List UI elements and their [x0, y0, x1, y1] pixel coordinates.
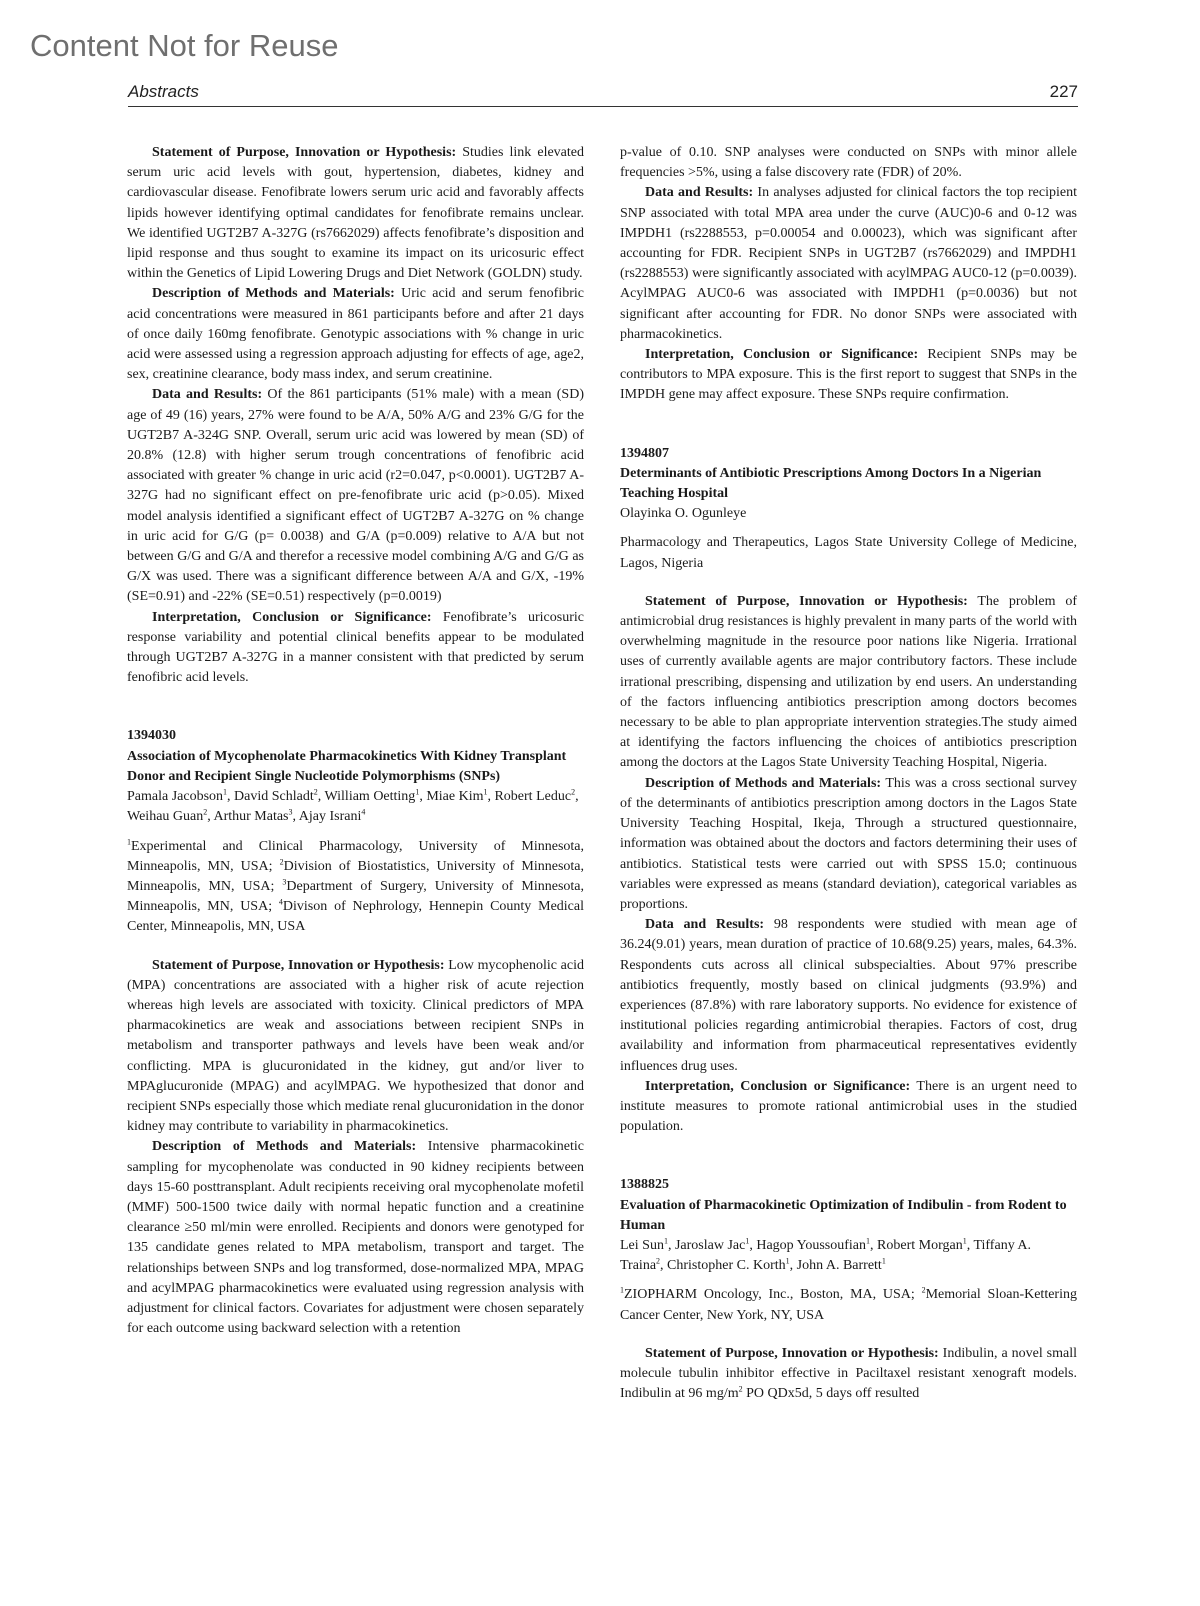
author-affiliation-mark: 1	[962, 1236, 967, 1246]
author-list: Lei Sun$^1$, Jaroslaw Jac$^1$, Hagop Youssoufian$^1$, Robert Morgan$^1$, Tiffany A. Traina$^2$, Christopher C. Korth$^1$, John A. Barrett$^1$	[620, 1236, 1032, 1274]
right-column	[620, 143, 1077, 1404]
affiliation-mark: 3	[282, 877, 287, 887]
author-list: Pamala Jacobson$^1$, David Schladt$^2$, William Oetting$^1$, Miae Kim$^1$, Robert Leduc$^2$, Weihau Guan$^2$, Arthur Matas$^3$, Ajay Israni$^4$	[127, 787, 579, 825]
paragraph	[127, 956, 584, 1138]
author-name: William Oetting	[324, 789, 416, 805]
paragraph-heading: Statement of Purpose, Innovation or Hypothesis:	[645, 1345, 939, 1361]
affiliation-text: Division of Biostatistics, University of Minnesota, Minneapolis, MN, USA;	[127, 858, 584, 894]
abstract-title: Determinants of Antibiotic Prescriptions Among Doctors In a Nigerian Teaching Hospital	[620, 465, 1042, 502]
paragraph-heading: Description of Methods and Materials:	[152, 286, 395, 302]
affiliation-text: Divison of Nephrology, Hennepin County Medical Center, Minneapolis, MN, USA	[127, 899, 584, 935]
paragraph	[127, 608, 584, 689]
paragraph-heading: Data and Results:	[152, 387, 263, 403]
author-affiliation-mark: 1	[415, 787, 420, 797]
affiliation-text: Department of Surgery, University of Minnesota, Minneapolis, MN, USA;	[127, 878, 585, 915]
page-number: 227	[1049, 82, 1078, 101]
paragraph-text: In analyses adjusted for clinical factors the top recipient SNP associated with total MPA area under the curve (AUC)0-6 and 0-12 was IMPDH1 (rs2288553, p=0.00054 and 0.00023), which was significant after accounting for FDR. Recipient SNPs in UGT2B7 (rs7662029) and IMPDH1 (rs2288553) were significantly associated with acylMPAG AUC0-12 (p=0.0039). AcylMPAG AUC0-6 was associated with IMPDH1 (p=0.0036) but not significant after accounting for FDR. No donor SNPs were associated with pharmacokinetics.	[620, 185, 1077, 342]
paragraph	[127, 284, 584, 385]
paragraph-text: 98 respondents were studied with mean age of 36.24(9.01) years, mean duration of practice of 10.68(9.25) years, males, 64.3%. Respondents cuts across all clinical subspecialties. About 97% prescribe antibiotics frequently, mostly based on clinical judgments (93.9%) and experiences (87.8%) with rare laboratory supports. No evidence for existence of institutional policies regarding antimicrobial therapies. Factors of cost, drug availability and information from pharmaceutical representatives evidently influences drug uses.	[620, 917, 1077, 1074]
author-affiliation-mark: 4	[361, 807, 366, 817]
abstract-id: 1394807	[620, 445, 669, 461]
paragraph-text: The problem of antimicrobial drug resistances is highly prevalent in many parts of the world with overwhelming magnitude in the resource poor nations like Nigeria. Irrational uses of currently available agents are major contributory factors. These include irrational prescribing, dispensing and utilization by end users. An understanding of the factors influencing antibiotics prescription among doctors becomes necessary to be able to plan appropriate intervention strategies.The study aimed at identifying the factors influencing the choices of antibiotics prescription among the doctors at the Lagos State University Teaching Hospital, Nigeria.	[620, 593, 1077, 771]
abstract-id: 1394030	[127, 728, 176, 744]
author-name: Tiffany A. Traina	[620, 1237, 1032, 1274]
paragraph-text: Low mycophenolic acid (MPA) concentrations are associated with a higher risk of acute rejection whereas high levels are associated with toxicity. Clinical predictors of MPA pharmacokinetics are weak and associations between recipient SNPs in metabolism and transporter pathways and levels have been weak and/or conflicting. MPA is glucuronidated in the kidney, gut and/or liver to MPAglucuronide (MPAG) and acylMPAG. We hypothesized that donor and recipient SNPs especially those which mediate renal glucuronidation in the donor kidney may contribute to variability in pharmacokinetics.	[127, 957, 584, 1135]
author-name: Miae Kim	[426, 789, 484, 805]
paragraph	[620, 1344, 1077, 1405]
author-affiliation-mark: 2	[203, 807, 208, 817]
author-list: Olayinka O. Ogunleye	[620, 506, 747, 522]
paragraph	[127, 143, 584, 284]
affiliations	[127, 837, 584, 938]
spacer	[620, 406, 1077, 424]
paragraph-heading: Statement of Purpose, Innovation or Hypothesis:	[152, 957, 445, 973]
paragraph	[620, 774, 1077, 915]
affiliation-text: Memorial Sloan-Kettering Cancer Center, New York, NY, USA	[620, 1287, 1077, 1323]
running-head	[128, 82, 1078, 102]
author-name: Hagop Youssoufian	[756, 1237, 867, 1253]
author-affiliation-mark: 2	[571, 787, 576, 797]
paragraph-text: Indibulin, a novel small molecule tubulin inhibitor effective in Paciltaxel resistant xenograft models. Indibulin at 96 mg/m	[620, 1345, 1078, 1402]
paragraph: p-value of 0.10. SNP analyses were conducted on SNPs with minor allele frequencies >5%, using a false discovery rate (FDR) of 20%.	[620, 145, 1077, 181]
author-name: Jaroslaw Jac	[674, 1237, 746, 1253]
author-name: Robert Leduc	[494, 789, 572, 805]
author-affiliation-mark: 1	[483, 787, 488, 797]
author-affiliation-mark: 3	[288, 807, 293, 817]
author-name: Robert Morgan	[877, 1237, 963, 1253]
watermark: Content Not for Reuse	[30, 28, 339, 63]
paragraph	[620, 345, 1077, 406]
author-affiliation-mark: 1	[866, 1236, 871, 1246]
paragraph	[620, 183, 1077, 345]
spacer	[620, 1326, 1077, 1344]
affiliation-text: Experimental and Clinical Pharmacology, University of Minnesota, Minneapolis, MN, USA;	[127, 838, 584, 874]
author-affiliation-mark: 2	[656, 1256, 661, 1266]
spacer	[127, 938, 584, 956]
paragraph-heading: Interpretation, Conclusion or Significance:	[645, 347, 919, 363]
paragraph-text: There is an urgent need to institute measures to promote rational antimicrobial uses in the studied population.	[620, 1078, 1077, 1135]
abstract-title: Association of Mycophenolate Pharmacokinetics With Kidney Transplant Donor and Recipient Single Nucleotide Polymorphisms (SNPs)	[127, 748, 567, 784]
paragraph-text: Intensive pharmacokinetic sampling for mycophenolate was conducted in 90 kidney recipients between days 15-60 posttransplant. Adult recipients receiving oral mycophenolate mofetil (MMF) 500-1500 twice daily with normal hepatic function and a creatinine clearance ≥50 ml/min were enrolled. Recipients and donors were genotyped for 135 candidate genes related to MPA metabolism, transport and target. The relationships between SNPs and log transformed, dose-normalized MPA, MPAG and acylMPAG pharmacokinetics were evaluated using regression analysis with adjustment for clinical factors. Covariates for adjustment were chosen separately for each outcome using backward selection with a retention	[127, 1139, 584, 1337]
paragraph-heading: Interpretation, Conclusion or Significance:	[152, 609, 432, 625]
paragraph	[620, 1077, 1077, 1138]
paragraph-text: PO QDx5d, 5 days off resulted	[742, 1386, 920, 1402]
author-name: Arthur Matas	[213, 809, 289, 825]
affiliation-mark: 2	[921, 1285, 926, 1295]
affiliation-mark: 1	[127, 836, 131, 846]
superscript: 2	[738, 1384, 743, 1394]
paragraph-heading: Interpretation, Conclusion or Significance:	[645, 1078, 911, 1094]
paragraph-heading: Statement of Purpose, Innovation or Hypothesis:	[645, 593, 968, 609]
author-name: Weihau Guan	[127, 809, 204, 825]
author-affiliation-mark: 1	[745, 1236, 750, 1246]
author-affiliation-mark: 1	[881, 1256, 886, 1266]
affiliations	[620, 1285, 1077, 1325]
paragraph-heading: Data and Results:	[645, 185, 754, 201]
abstract-id: 1388825	[620, 1177, 669, 1193]
section-title: Abstracts	[128, 82, 199, 101]
paragraph	[127, 385, 584, 607]
paragraph-text: Studies link elevated serum uric acid levels with gout, hypertension, diabetes, kidney and cardiovascular disease. Fenofibrate lowers serum uric acid and favorably affects lipids however identifying optimal candidates for fenofibrate remains unclear. We identified UGT2B7 A-327G (rs7662029) affects fenofibrate’s disposition and lipid response and thus sought to examine its impact on its uricosuric effect within the Genetics of Lipid Lowering Drugs and Diet Network (GOLDN) study.	[127, 145, 584, 282]
left-column	[127, 143, 584, 1339]
paragraph	[127, 1137, 584, 1339]
paragraph-text: Uric acid and serum fenofibric acid concentrations were measured in 861 participants before and after 21 days of once daily 160mg fenofibrate. Genotypic associations with % change in uric acid were assessed using a regression approach adjusting for effects of age, age2, sex, creatinine clearance, body mass index, and serum creatinine.	[127, 286, 584, 383]
affiliation-mark: 1	[620, 1285, 624, 1295]
paragraph-heading: Description of Methods and Materials:	[645, 775, 882, 791]
abstract-title: Evaluation of Pharmacokinetic Optimization of Indibulin - from Rodent to Human	[620, 1197, 1067, 1233]
author-name: Pamala Jacobson	[127, 789, 224, 805]
paragraph-text: Fenofibrate’s uricosuric response variability and potential clinical benefits appear to be modulated through UGT2B7 A-327G in a manner consistent with that predicted by serum fenofibric acid levels.	[127, 609, 584, 686]
paragraph	[620, 592, 1077, 774]
affiliation-mark: 2	[279, 857, 284, 867]
header-rule	[128, 106, 1078, 107]
author-affiliation-mark: 1	[223, 787, 228, 797]
author-name: Christopher C. Korth	[667, 1258, 786, 1274]
paragraph	[620, 915, 1077, 1077]
paragraph-text: This was a cross sectional survey of the determinants of antibiotics prescription among doctors in the Lagos State University Teaching Hospital, Ikeja, Through a structured questionnaire, information was obtained about the doctors and factors determining their uses of antibiotics. Statistical tests were carried out with SPSS 15.0; continuous variables were expressed as means (standard deviation), categorical variables as proportions.	[620, 775, 1077, 912]
author-name: David Schladt	[234, 789, 314, 805]
affiliation-mark: 4	[278, 897, 283, 907]
spacer	[620, 574, 1077, 592]
author-affiliation-mark: 1	[663, 1236, 668, 1246]
spacer	[127, 688, 584, 706]
author-name: Lei Sun	[620, 1237, 664, 1253]
author-name: John A. Barrett	[796, 1258, 882, 1274]
paragraph-text: Of the 861 participants (51% male) with a mean (SD) age of 49 (16) years, 27% were found to be A/A, 50% A/G and 23% G/G for the UGT2B7 A-324G SNP. Overall, serum uric acid was lowered by mean (SD) of 20.8% (12.8) with higher serum trough concentrations of fenofibric acid associated with greater % change in uric acid (r2=0.047, p<0.0001). UGT2B7 A-327G had no significant effect on pre-fenofibrate uric acid (p>0.05). Mixed model analysis identified a significant effect of UGT2B7 A-327G on % change in uric acid for G/G (p= 0.0038) and G/A (p=0.009) relative to A/A but not between G/G and G/A and therefor a recessive model combining A/G and G/G as G/X was used. There was a significant difference between A/A and G/X, -19% (SE=0.91) and -22% (SE=0.51) respectively (p=0.0019)	[127, 387, 584, 605]
paragraph-text: Recipient SNPs may be contributors to MPA exposure. This is the first report to suggest that SNPs in the IMPDH gene may affect exposure. These SNPs require confirmation.	[620, 347, 1077, 403]
affiliation-text: ZIOPHARM Oncology, Inc., Boston, MA, USA;	[624, 1287, 922, 1303]
author-affiliation-mark: 1	[785, 1256, 790, 1266]
affiliations: Pharmacology and Therapeutics, Lagos State University College of Medicine, Lagos, Nigeria	[620, 535, 1077, 571]
paragraph-heading: Statement of Purpose, Innovation or Hypothesis:	[152, 145, 457, 160]
paragraph-heading: Description of Methods and Materials:	[152, 1139, 417, 1155]
author-name: Ajay Israni	[298, 809, 362, 825]
paragraph-heading: Data and Results:	[645, 917, 765, 933]
author-affiliation-mark: 2	[313, 787, 318, 797]
spacer	[620, 1137, 1077, 1155]
